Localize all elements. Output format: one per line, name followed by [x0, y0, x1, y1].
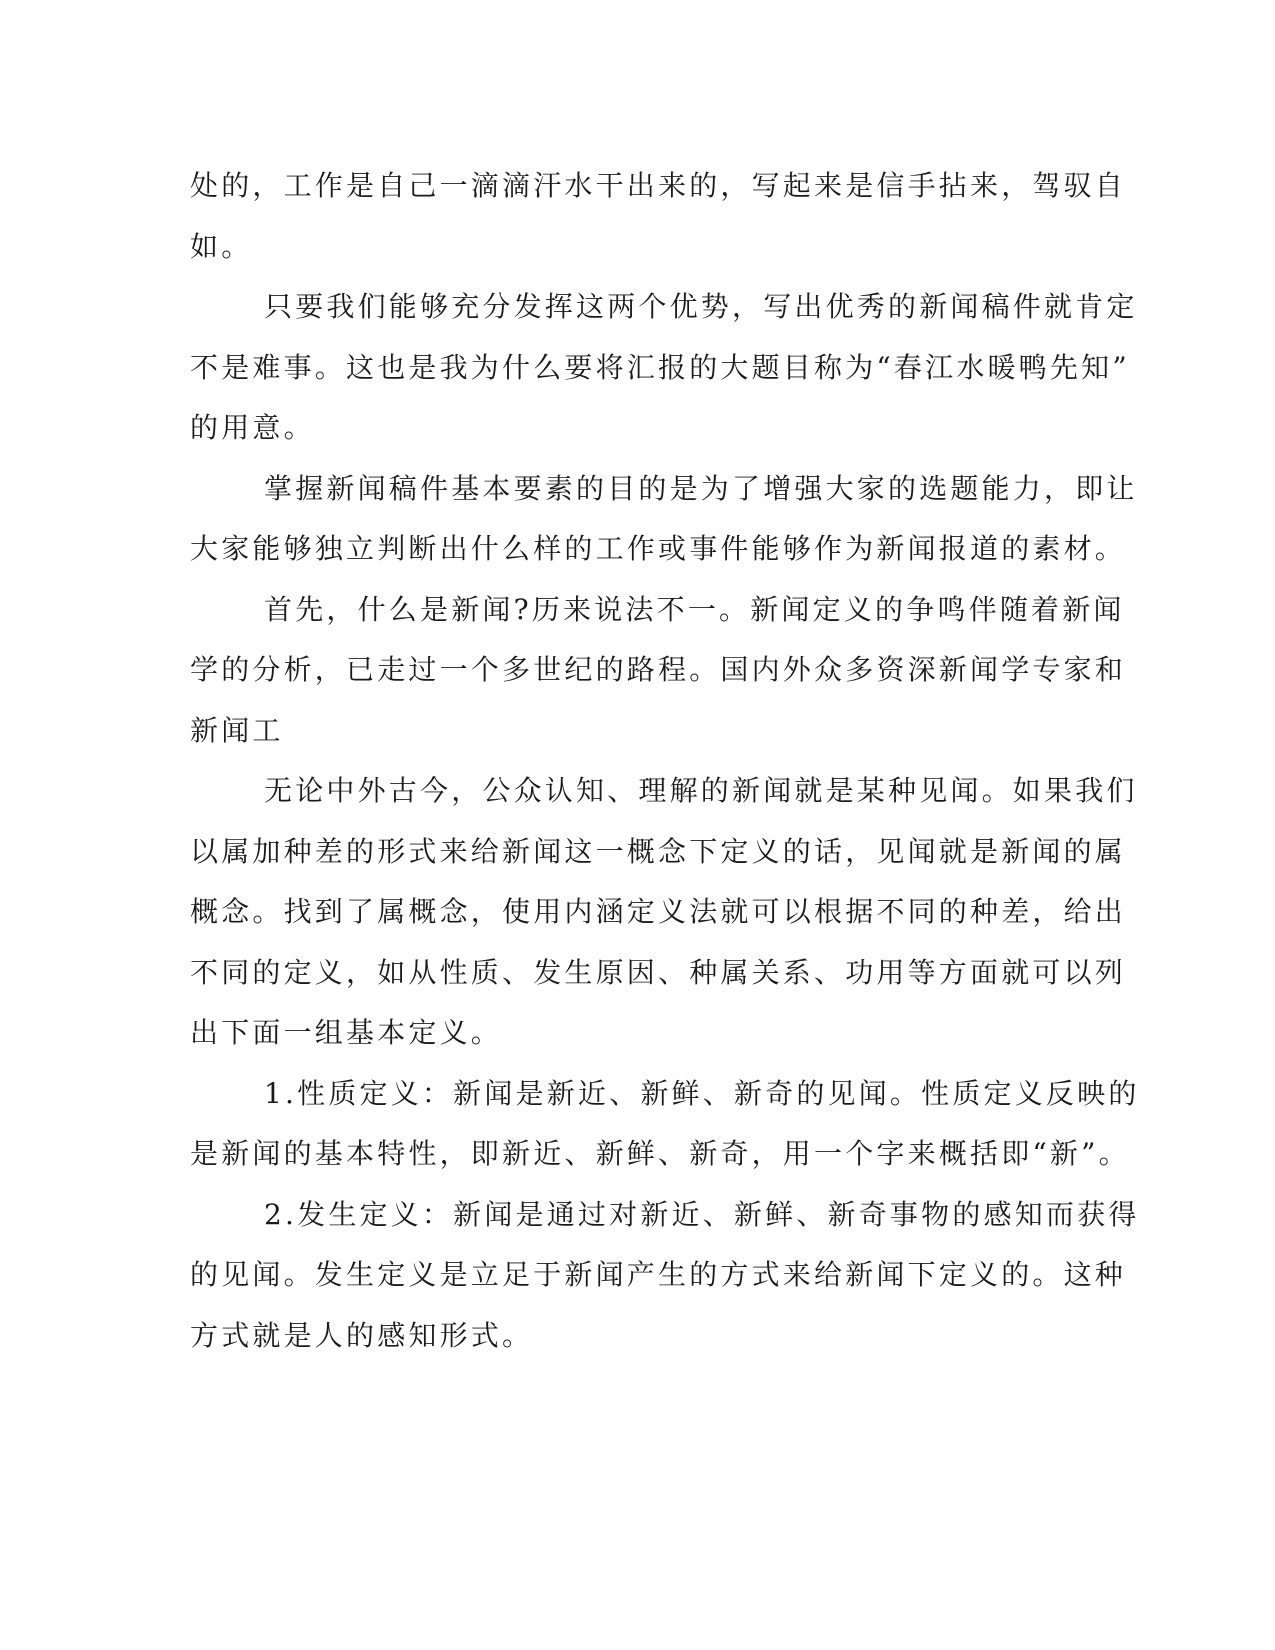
paragraph-2	[190, 277, 1138, 459]
text-line: 无论中外古今，公众认知、理解的新闻就是某种见闻。如果我们	[264, 774, 1138, 807]
paragraph-7	[190, 1185, 1140, 1367]
paragraph-1	[190, 156, 1127, 277]
text-line: 的用意。	[190, 411, 315, 444]
text-line: 如。	[190, 229, 253, 263]
text-line: 以属加种差的形式来给新闻这一概念下定义的话，见闻就是新闻的属	[190, 834, 1127, 868]
text-line: 不同的定义，如从性质、发生原因、种属关系、功用等方面就可以列	[190, 955, 1127, 989]
text-line: 方式就是人的感知形式。	[190, 1318, 534, 1352]
paragraph-5	[190, 761, 1138, 1064]
text-line: 的见闻。发生定义是立足于新闻产生的方式来给新闻下定义的。这种	[190, 1258, 1127, 1291]
text-line: 学的分析，已走过一个多世纪的路程。国内外众多资深新闻学专家和	[190, 653, 1127, 686]
text-line: 只要我们能够充分发挥这两个优势，写出优秀的新闻稿件就肯定	[264, 290, 1138, 323]
text-line: 1.性质定义：新闻是新近、新鲜、新奇的见闻。性质定义反映的	[264, 1076, 1140, 1110]
paragraph-3	[190, 459, 1138, 580]
text-line: 2.发生定义：新闻是通过对新近、新鲜、新奇事物的感知而获得	[264, 1197, 1140, 1231]
text-line: 首先，什么是新闻?历来说法不一。新闻定义的争鸣伴随着新闻	[264, 592, 1125, 626]
text-line: 是新闻的基本特性，即新近、新鲜、新奇，用一个字来概括即“新”。	[190, 1137, 1130, 1170]
text-line: 概念。找到了属概念，使用内涵定义法就可以根据不同的种差，给出	[190, 895, 1127, 928]
paragraph-4	[190, 580, 1127, 762]
text-line: 处的，工作是自己一滴滴汗水干出来的，写起来是信手拈来，驾驭自	[190, 169, 1127, 202]
text-line: 新闻工	[190, 713, 284, 747]
text-line: 不是难事。这也是我为什么要将汇报的大题目称为“春江水暖鸭先知”	[190, 350, 1130, 384]
text-line: 掌握新闻稿件基本要素的目的是为了增强大家的选题能力，即让	[264, 471, 1138, 505]
text-line: 大家能够独立判断出什么样的工作或事件能够作为新闻报道的素材。	[190, 532, 1127, 565]
text-line: 出下面一组基本定义。	[190, 1016, 503, 1049]
paragraph-6	[190, 1064, 1140, 1185]
document-body	[190, 156, 1140, 1366]
